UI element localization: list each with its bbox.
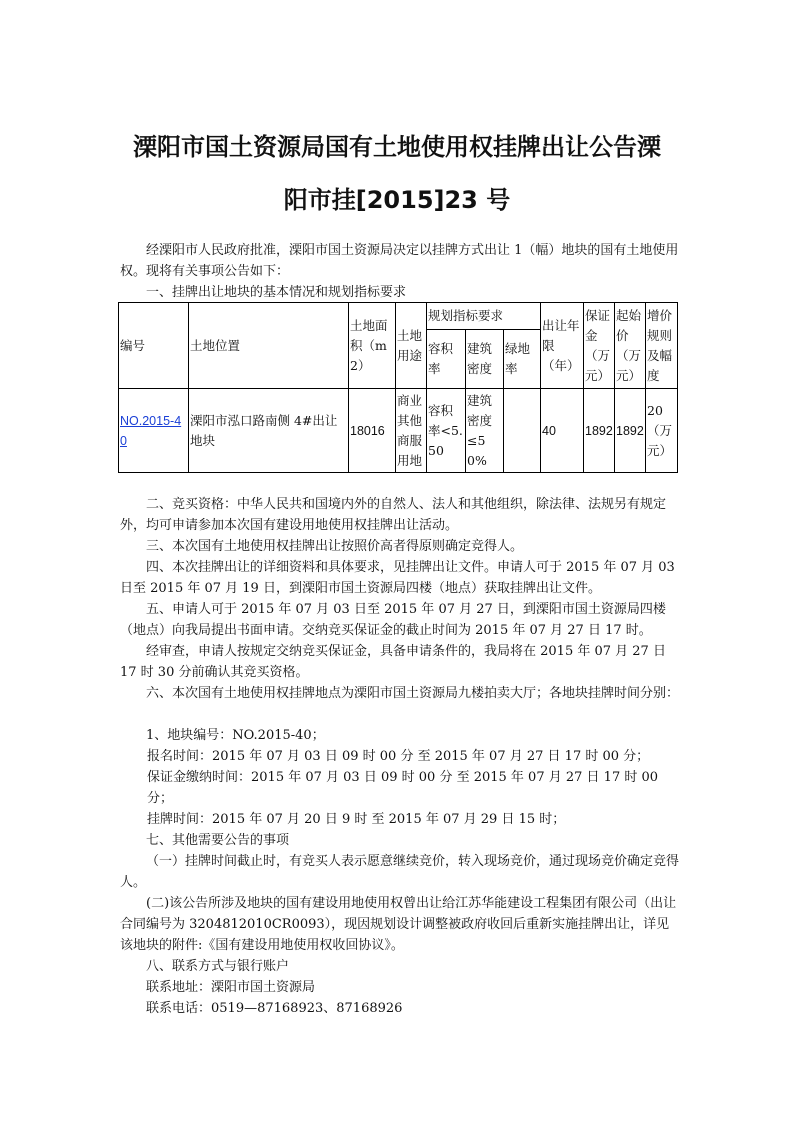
parcel-number-link[interactable]: NO.2015-40 — [120, 413, 182, 448]
paragraph-5: 五、申请人可于 2015 年 07 月 03 日至 2015 年 07 月 27 日，到溧阳市国土资源局四楼（地点）向我局提出书面申请。交纳竞买保证金的截止时间为 2015 年 07 月 27 日 17 时。 — [120, 602, 666, 638]
section-7-heading: 七、其他需要公告的事项 — [146, 833, 290, 848]
header-increment: 增价规则及幅度 — [646, 303, 678, 389]
intro-paragraph: 经溧阳市人民政府批准，溧阳市国土资源局决定以挂牌方式出让 1（幅）地块的国有土地使用权。现将有关事项公告如下： — [120, 243, 679, 279]
page-title-line2: 阳市挂[2015]23 号 — [283, 186, 511, 214]
contact-phone: 联系电话：0519—87168923、87168926 — [146, 1001, 403, 1016]
header-start-price: 起始价（万元） — [615, 303, 646, 389]
paragraph-5b: 经审查，申请人按规定交纳竞买保证金，具备申请条件的，我局将在 2015 年 07 月 27 日 17 时 30 分前确认其竞买资格。 — [120, 644, 666, 680]
cell-increment: 20（万元） — [646, 389, 678, 473]
cell-far: 容积率<5.50 — [427, 389, 466, 473]
parcel-item: 1、地块编号：NO.2015-40； — [146, 728, 325, 743]
header-area: 土地面积（m2） — [349, 303, 396, 389]
page-title-line1: 溧阳市国土资源局国有土地使用权挂牌出让公告溧 — [133, 133, 661, 161]
header-far: 容积率 — [427, 330, 466, 389]
cell-area: 18016 — [349, 389, 396, 473]
cell-density: 建筑密度≤50% — [466, 389, 504, 473]
cell-deposit: 1892 — [584, 389, 615, 473]
header-planning: 规划指标要求 — [427, 303, 541, 330]
signup-time: 报名时间：2015 年 07 月 03 日 09 时 00 分 至 2015 年 07 月 27 日 17 时 00 分； — [147, 749, 650, 764]
paragraph-7b: (二)该公告所涉及地块的国有建设用地使用权曾出让给江苏华能建设工程集团有限公司（出让合同编号为 3204812010CR0093），现因规划设计调整被政府收回后重新实施挂牌出让，详见该地块的附件:《国有建设用地使用权收回协议》。 — [120, 896, 677, 953]
cell-green — [504, 389, 541, 473]
paragraph-7a: （一）挂牌时间截止时，有竞买人表示愿意继续竞价，转入现场竞价，通过现场竞价确定竞得人。 — [120, 854, 680, 890]
header-green: 绿地率 — [504, 330, 541, 389]
cell-location: 溧阳市泓口路南侧 4#出让地块 — [189, 389, 349, 473]
listing-time: 挂牌时间：2015 年 07 月 20 日 9 时 至 2015 年 07 月 29 日 15 时； — [147, 812, 566, 827]
paragraph-2: 二、竞买资格：中华人民共和国境内外的自然人、法人和其他组织，除法律、法规另有规定外，均可申请参加本次国有建设用地使用权挂牌出让活动。 — [120, 497, 667, 533]
table-row — [119, 389, 678, 473]
parcel-table — [118, 302, 678, 473]
header-density: 建筑密度 — [466, 330, 504, 389]
section-8-heading: 八、联系方式与银行账户 — [146, 959, 290, 974]
cell-years: 40 — [541, 389, 584, 473]
header-years: 出让年限（年） — [541, 303, 584, 389]
paragraph-6: 六、本次国有土地使用权挂牌地点为溧阳市国土资源局九楼拍卖大厅；各地块挂牌时间分别： — [146, 686, 680, 701]
paragraph-3: 三、本次国有土地使用权挂牌出让按照价高者得原则确定竞得人。 — [146, 539, 524, 554]
header-location: 土地位置 — [189, 303, 349, 389]
cell-start-price: 1892 — [615, 389, 646, 473]
header-use: 土地用途 — [396, 303, 427, 389]
header-deposit: 保证金（万元） — [584, 303, 615, 389]
contact-address: 联系地址：溧阳市国土资源局 — [146, 980, 316, 995]
deposit-payment-time: 保证金缴纳时间：2015 年 07 月 03 日 09 时 00 分 至 2015 年 07 月 27 日 17 时 00 分； — [147, 770, 659, 806]
section-1-heading: 一、挂牌出让地块的基本情况和规划指标要求 — [146, 285, 407, 300]
paragraph-4: 四、本次挂牌出让的详细资料和具体要求，见挂牌出让文件。申请人可于 2015 年 07 月 03 日至 2015 年 07 月 19 日，到溧阳市国土资源局四楼（地点）获取挂牌出让文件。 — [120, 560, 675, 596]
header-number: 编号 — [119, 303, 189, 389]
cell-use: 商业其他商服用地 — [396, 389, 427, 473]
